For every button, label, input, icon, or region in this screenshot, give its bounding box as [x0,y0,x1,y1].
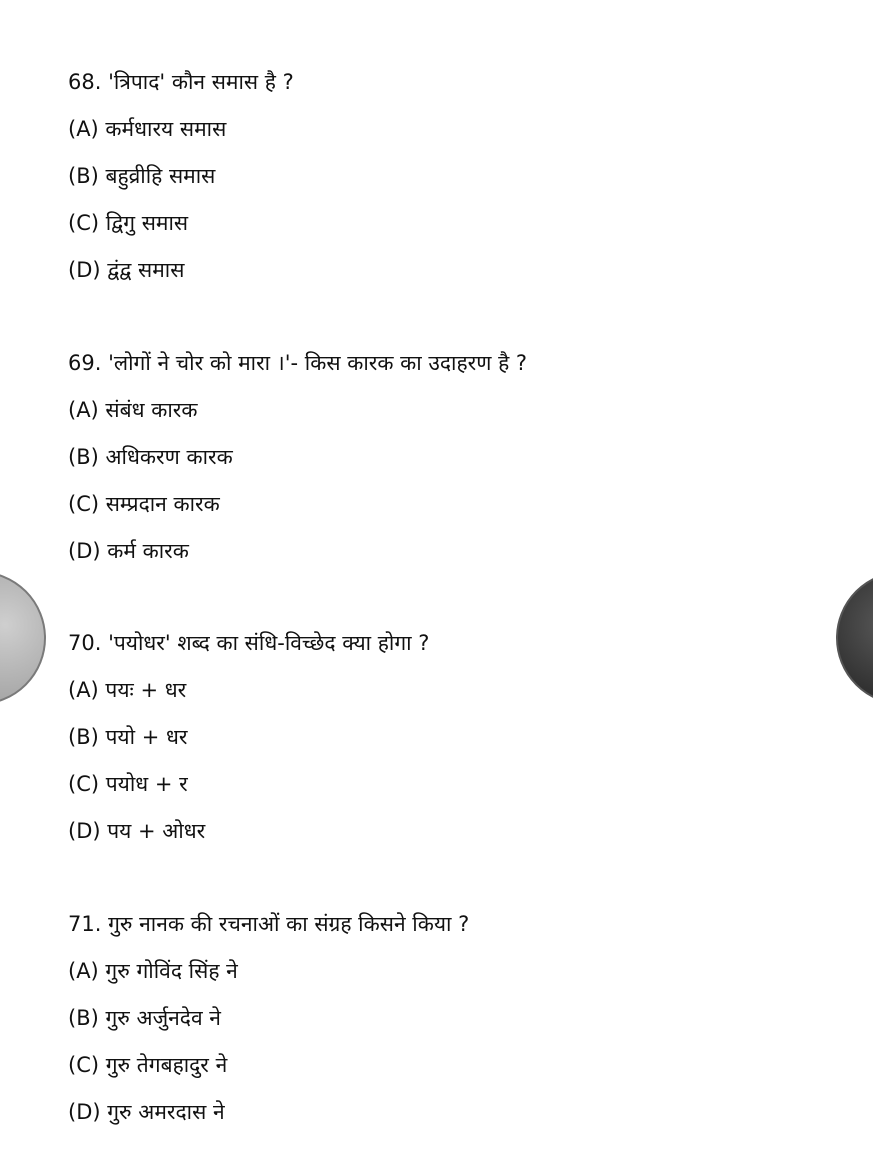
previous-page-button[interactable] [0,571,46,705]
question-title: 68. 'त्रिपाद' कौन समास है ? [68,70,294,94]
option-b[interactable]: (B) बहुव्रीहि समास [68,164,216,188]
option-a[interactable]: (A) कर्मधारय समास [68,117,227,141]
option-b[interactable]: (B) गुरु अर्जुनदेव ने [68,1006,221,1030]
option-c[interactable]: (C) गुरु तेगबहादुर ने [68,1053,228,1077]
question-70 [68,629,813,864]
option-b[interactable]: (B) पयो + धर [68,725,188,749]
option-b[interactable]: (B) अधिकरण कारक [68,445,233,469]
question-title: 71. गुरु नानक की रचनाओं का संग्रह किसने किया ? [68,912,470,936]
option-d[interactable]: (D) कर्म कारक [68,539,189,563]
question-title: 69. 'लोगों ने चोर को मारा ।'- किस कारक का उदाहरण है ? [68,351,528,375]
option-a[interactable]: (A) गुरु गोविंद सिंह ने [68,959,238,983]
option-d[interactable]: (D) द्वंद्व समास [68,258,185,282]
question-68 [68,68,813,303]
question-69 [68,349,813,584]
option-c[interactable]: (C) द्विगु समास [68,211,189,235]
next-page-button[interactable] [836,571,873,705]
question-title: 70. 'पयोधर' शब्द का संधि-विच्छेद क्या होगा ? [68,631,430,655]
option-d[interactable]: (D) पय + ओधर [68,819,206,843]
option-a[interactable]: (A) संबंध कारक [68,398,198,422]
question-71 [68,910,813,1145]
option-c[interactable]: (C) पयोध + र [68,772,188,796]
option-c[interactable]: (C) सम्प्रदान कारक [68,492,220,516]
option-d[interactable]: (D) गुरु अमरदास ने [68,1100,225,1124]
option-a[interactable]: (A) पयः + धर [68,678,187,702]
